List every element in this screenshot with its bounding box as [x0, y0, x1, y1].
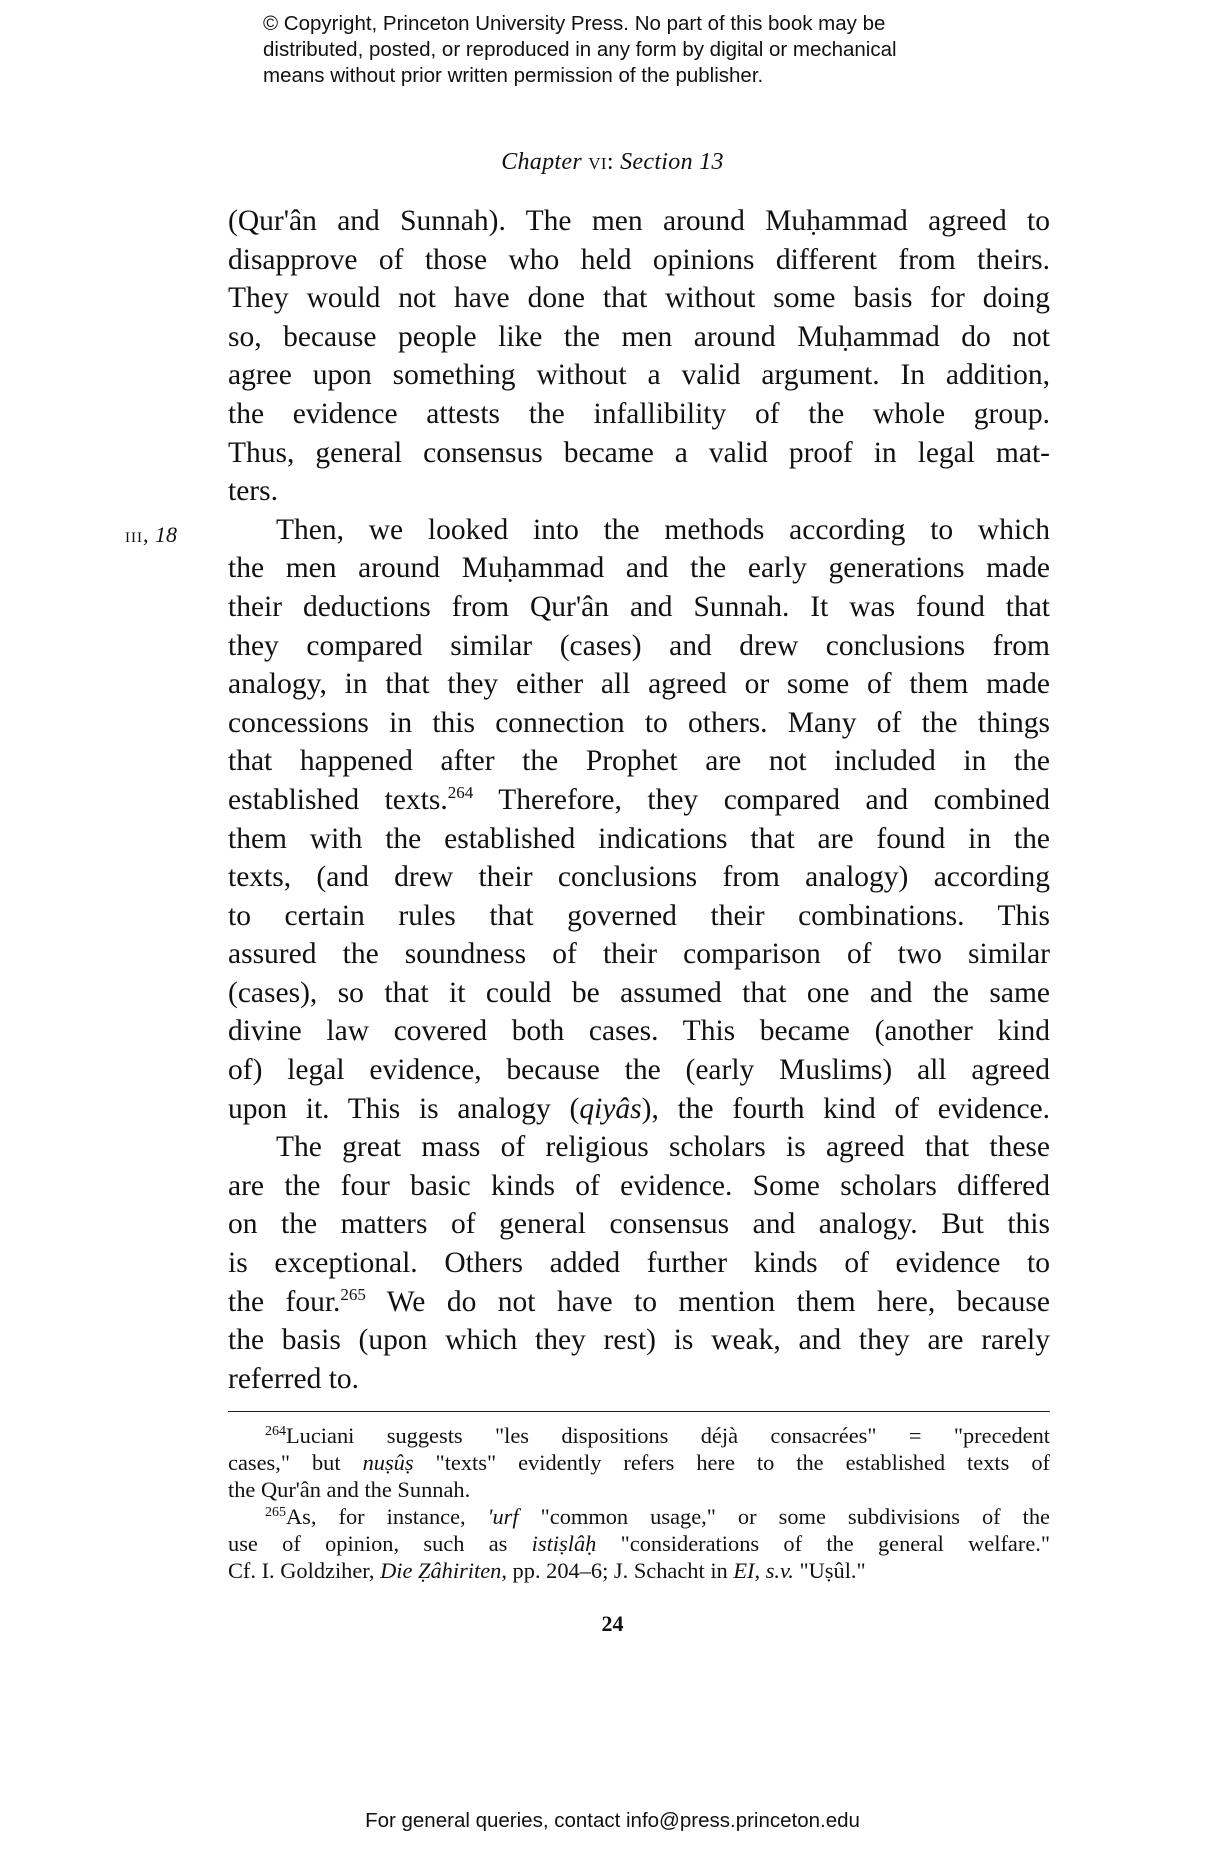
copyright-line: distributed, posted, or reproduced in any form by digital or mechanical: [263, 38, 897, 61]
footnote-line: the Qur'ân and the Sunnah.: [228, 1477, 471, 1502]
footnote-ref-264[interactable]: 264: [447, 782, 474, 802]
text-line: on the matters of general consensus and analogy. But this: [228, 1208, 1050, 1241]
abbreviation-sv: s.v.: [765, 1558, 794, 1583]
text-line: disapprove of those who held opinions different from theirs.: [228, 243, 1050, 276]
contact-line: For general queries, contact info@press.princeton.edu: [365, 1809, 860, 1832]
text-line: texts, (and drew their conclusions from analogy) according: [228, 861, 1050, 894]
footnote-number: 265: [265, 1505, 286, 1520]
footnote-number: 264: [265, 1424, 286, 1439]
text-fragment: "texts" evidently refers here to the established texts of: [413, 1450, 1050, 1475]
text-line: ters.: [228, 475, 278, 508]
text-line: is exceptional. Others added further kinds of evidence to: [228, 1247, 1050, 1280]
margin-volume: iii,: [125, 522, 150, 547]
footnote-line: [228, 1503, 1050, 1530]
text-fragment: As, for instance,: [286, 1504, 488, 1529]
page-number: 24: [601, 1611, 624, 1636]
text-fragment: , pp. 204–6; J. Schacht in: [501, 1558, 734, 1583]
book-title: Die Ẓâhiriten: [380, 1558, 502, 1583]
abbreviation-ei: EI: [733, 1558, 755, 1583]
term-istislah: istiṣlâḥ: [531, 1531, 597, 1556]
text-line: They would not have done that without some basis for doing: [228, 282, 1050, 315]
text-fragment: Cf. I. Goldziher,: [228, 1558, 381, 1583]
section-word: Section: [620, 149, 693, 175]
text-fragment: Therefore, they compared and combined: [473, 783, 1050, 816]
text-line: that happened after the Prophet are not included in the: [228, 745, 1050, 778]
footnote-line: [228, 1530, 1050, 1557]
text-line: [228, 1283, 1050, 1322]
text-line: the basis (upon which they rest) is weak, and they are rarely: [228, 1324, 1050, 1357]
text-line: analogy, in that they either all agreed or some of them made: [228, 668, 1050, 701]
text-line: of) legal evidence, because the (early Muslims) all agreed: [228, 1054, 1050, 1087]
text-line: so, because people like the men around Muḥammad do not: [228, 320, 1050, 353]
text-line: The great mass of religious scholars is agreed that these: [276, 1131, 1050, 1164]
copyright-notice: [263, 11, 1023, 89]
copyright-line: means without prior written permission of the publisher.: [263, 64, 764, 87]
term-qiyas: qiyâs: [579, 1092, 642, 1125]
text-fragment: use of opinion, such as: [228, 1531, 532, 1556]
text-line: their deductions from Qur'ân and Sunnah. It was found that: [228, 590, 1050, 623]
text-line: Thus, general consensus became a valid proof in legal mat-: [228, 436, 1050, 469]
text-line: [228, 781, 1050, 820]
text-fragment: upon it. This is analogy (: [228, 1092, 580, 1125]
text-fragment: established texts.: [228, 783, 448, 816]
footnote-line: [228, 1422, 1050, 1449]
margin-page: 18: [155, 522, 177, 547]
section-number: 13: [699, 149, 724, 175]
margin-reference: [125, 522, 177, 548]
text-fragment: We do not have to mention them here, because: [365, 1285, 1050, 1318]
term-nusus: nuṣûṣ: [362, 1450, 414, 1475]
text-line: [228, 1090, 1050, 1129]
text-line: agree upon something without a valid argument. In addition,: [228, 359, 1050, 392]
footnote-264: [228, 1422, 1050, 1503]
text-line: to certain rules that governed their combinations. This: [228, 899, 1050, 932]
text-line: concessions in this connection to others. Many of the things: [228, 706, 1050, 739]
text-line: they compared similar (cases) and drew conclusions from: [228, 629, 1050, 662]
text-line: the men around Muḥammad and the early generations made: [228, 552, 1050, 585]
text-fragment: "considerations of the general welfare.": [596, 1531, 1050, 1556]
text-fragment: ), the fourth kind of evidence.: [641, 1092, 1050, 1125]
text-line: (Qur'ân and Sunnah). The men around Muḥammad agreed to: [228, 205, 1050, 237]
text-line: assured the soundness of their comparison of two similar: [228, 938, 1050, 971]
text-fragment: ,: [754, 1558, 766, 1583]
copyright-line: © Copyright, Princeton University Press. No part of this book may be: [263, 12, 886, 35]
footnote-rule: [228, 1411, 1050, 1412]
chapter-word: Chapter: [501, 149, 582, 175]
running-head-separator: :: [606, 149, 614, 175]
text-line: them with the established indications that are found in the: [228, 822, 1050, 855]
footnotes: [228, 1422, 1050, 1584]
text-line: Then, we looked into the methods according to which: [276, 513, 1050, 546]
text-fragment: Luciani suggests "les dispositions déjà consacrées" = "precedent: [286, 1423, 1050, 1448]
footnote-ref-265[interactable]: 265: [340, 1284, 366, 1304]
text-line: (cases), so that it could be assumed that one and the same: [228, 976, 1050, 1009]
text-line: are the four basic kinds of evidence. Some scholars differed: [228, 1169, 1050, 1202]
text-fragment: the four.: [228, 1285, 341, 1318]
text-line: the evidence attests the infallibility of the whole group.: [228, 397, 1050, 430]
running-head: [0, 149, 1225, 176]
footnote-line: [228, 1557, 1050, 1584]
text-fragment: "common usage," or some subdivisions of the: [518, 1504, 1050, 1529]
chapter-number: vi: [588, 149, 607, 175]
footnote-line: [228, 1449, 1050, 1476]
term-urf: 'urf: [487, 1504, 519, 1529]
text-line: divine law covered both cases. This became (another kind: [228, 1015, 1050, 1048]
text-line: referred to.: [228, 1362, 360, 1395]
text-fragment: "Uṣûl.": [793, 1558, 866, 1583]
footnote-265: [228, 1503, 1050, 1584]
text-fragment: cases," but: [228, 1450, 363, 1475]
body-text: [228, 202, 1050, 1398]
